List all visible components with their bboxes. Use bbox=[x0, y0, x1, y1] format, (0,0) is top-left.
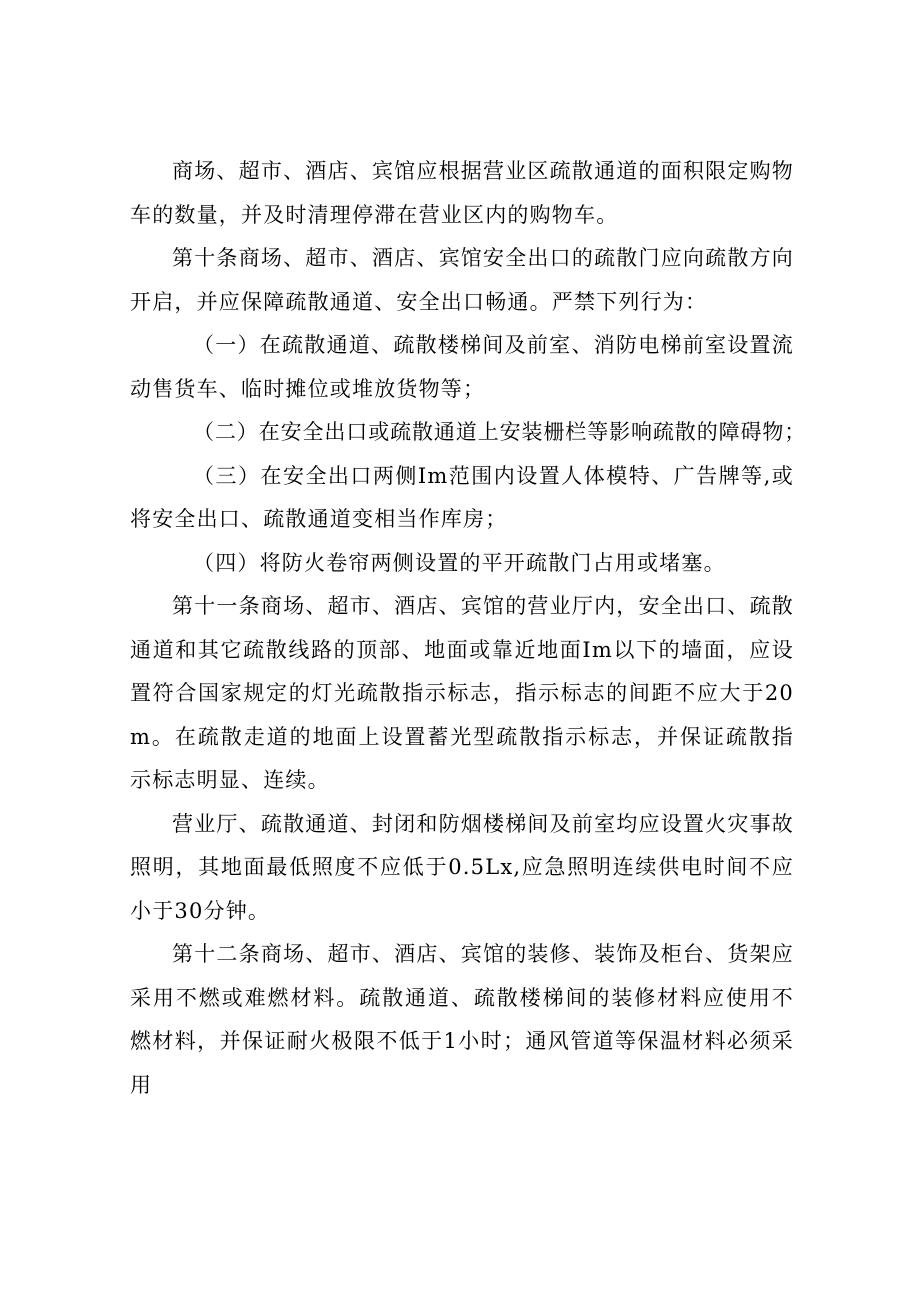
paragraph-item-3: （三）在安全出口两侧Im范围内设置人体模特、广告牌等,或将安全出口、疏散通道变相当作库房； bbox=[130, 463, 794, 531]
document-body bbox=[130, 150, 807, 1107]
paragraph-item-1: （一）在疏散通道、疏散楼梯间及前室、消防电梯前室设置流动售货车、临时摊位或堆放货物等； bbox=[130, 333, 794, 401]
paragraph-item-4: （四）将防火卷帘两侧设置的平开疏散门占用或堵塞。 bbox=[193, 550, 726, 575]
paragraph-article-11: 第十一条商场、超市、酒店、宾馆的营业厅内，安全出口、疏散通道和其它疏散线路的顶部、地面或靠近地面Im以下的墙面，应设置符合国家规定的灯光疏散指示标志，指示标志的间距不应大于20m。在疏散走道的地面上设置蓄光型疏散指示标志，并保证疏散指示标志明显、连续。 bbox=[130, 594, 794, 792]
paragraph-article-10: 第十条商场、超市、酒店、宾馆安全出口的疏散门应向疏散方向开启，并应保障疏散通道、安全出口畅通。严禁下列行为： bbox=[130, 246, 794, 314]
paragraph-emergency-lighting: 营业厅、疏散通道、封闭和防烟楼梯间及前室均应设置火灾事故照明，其地面最低照度不应低于0.5Lx,应急照明连续供电时间不应小于30分钟。 bbox=[130, 811, 794, 923]
paragraph-shopping-cart-limit: 商场、超市、酒店、宾馆应根据营业区疏散通道的面积限定购物车的数量，并及时清理停滞在营业区内的购物车。 bbox=[130, 159, 794, 227]
paragraph-item-2: （二）在安全出口或疏散通道上安装栅栏等影响疏散的障碍物； bbox=[193, 420, 807, 444]
paragraph-article-12: 第十二条商场、超市、酒店、宾馆的装修、装饰及柜台、货架应采用不燃或难燃材料。疏散通道、疏散楼梯间的装修材料应使用不燃材料，并保证耐火极限不低于1小时；通风管道等保温材料必须采用 bbox=[130, 942, 794, 1097]
